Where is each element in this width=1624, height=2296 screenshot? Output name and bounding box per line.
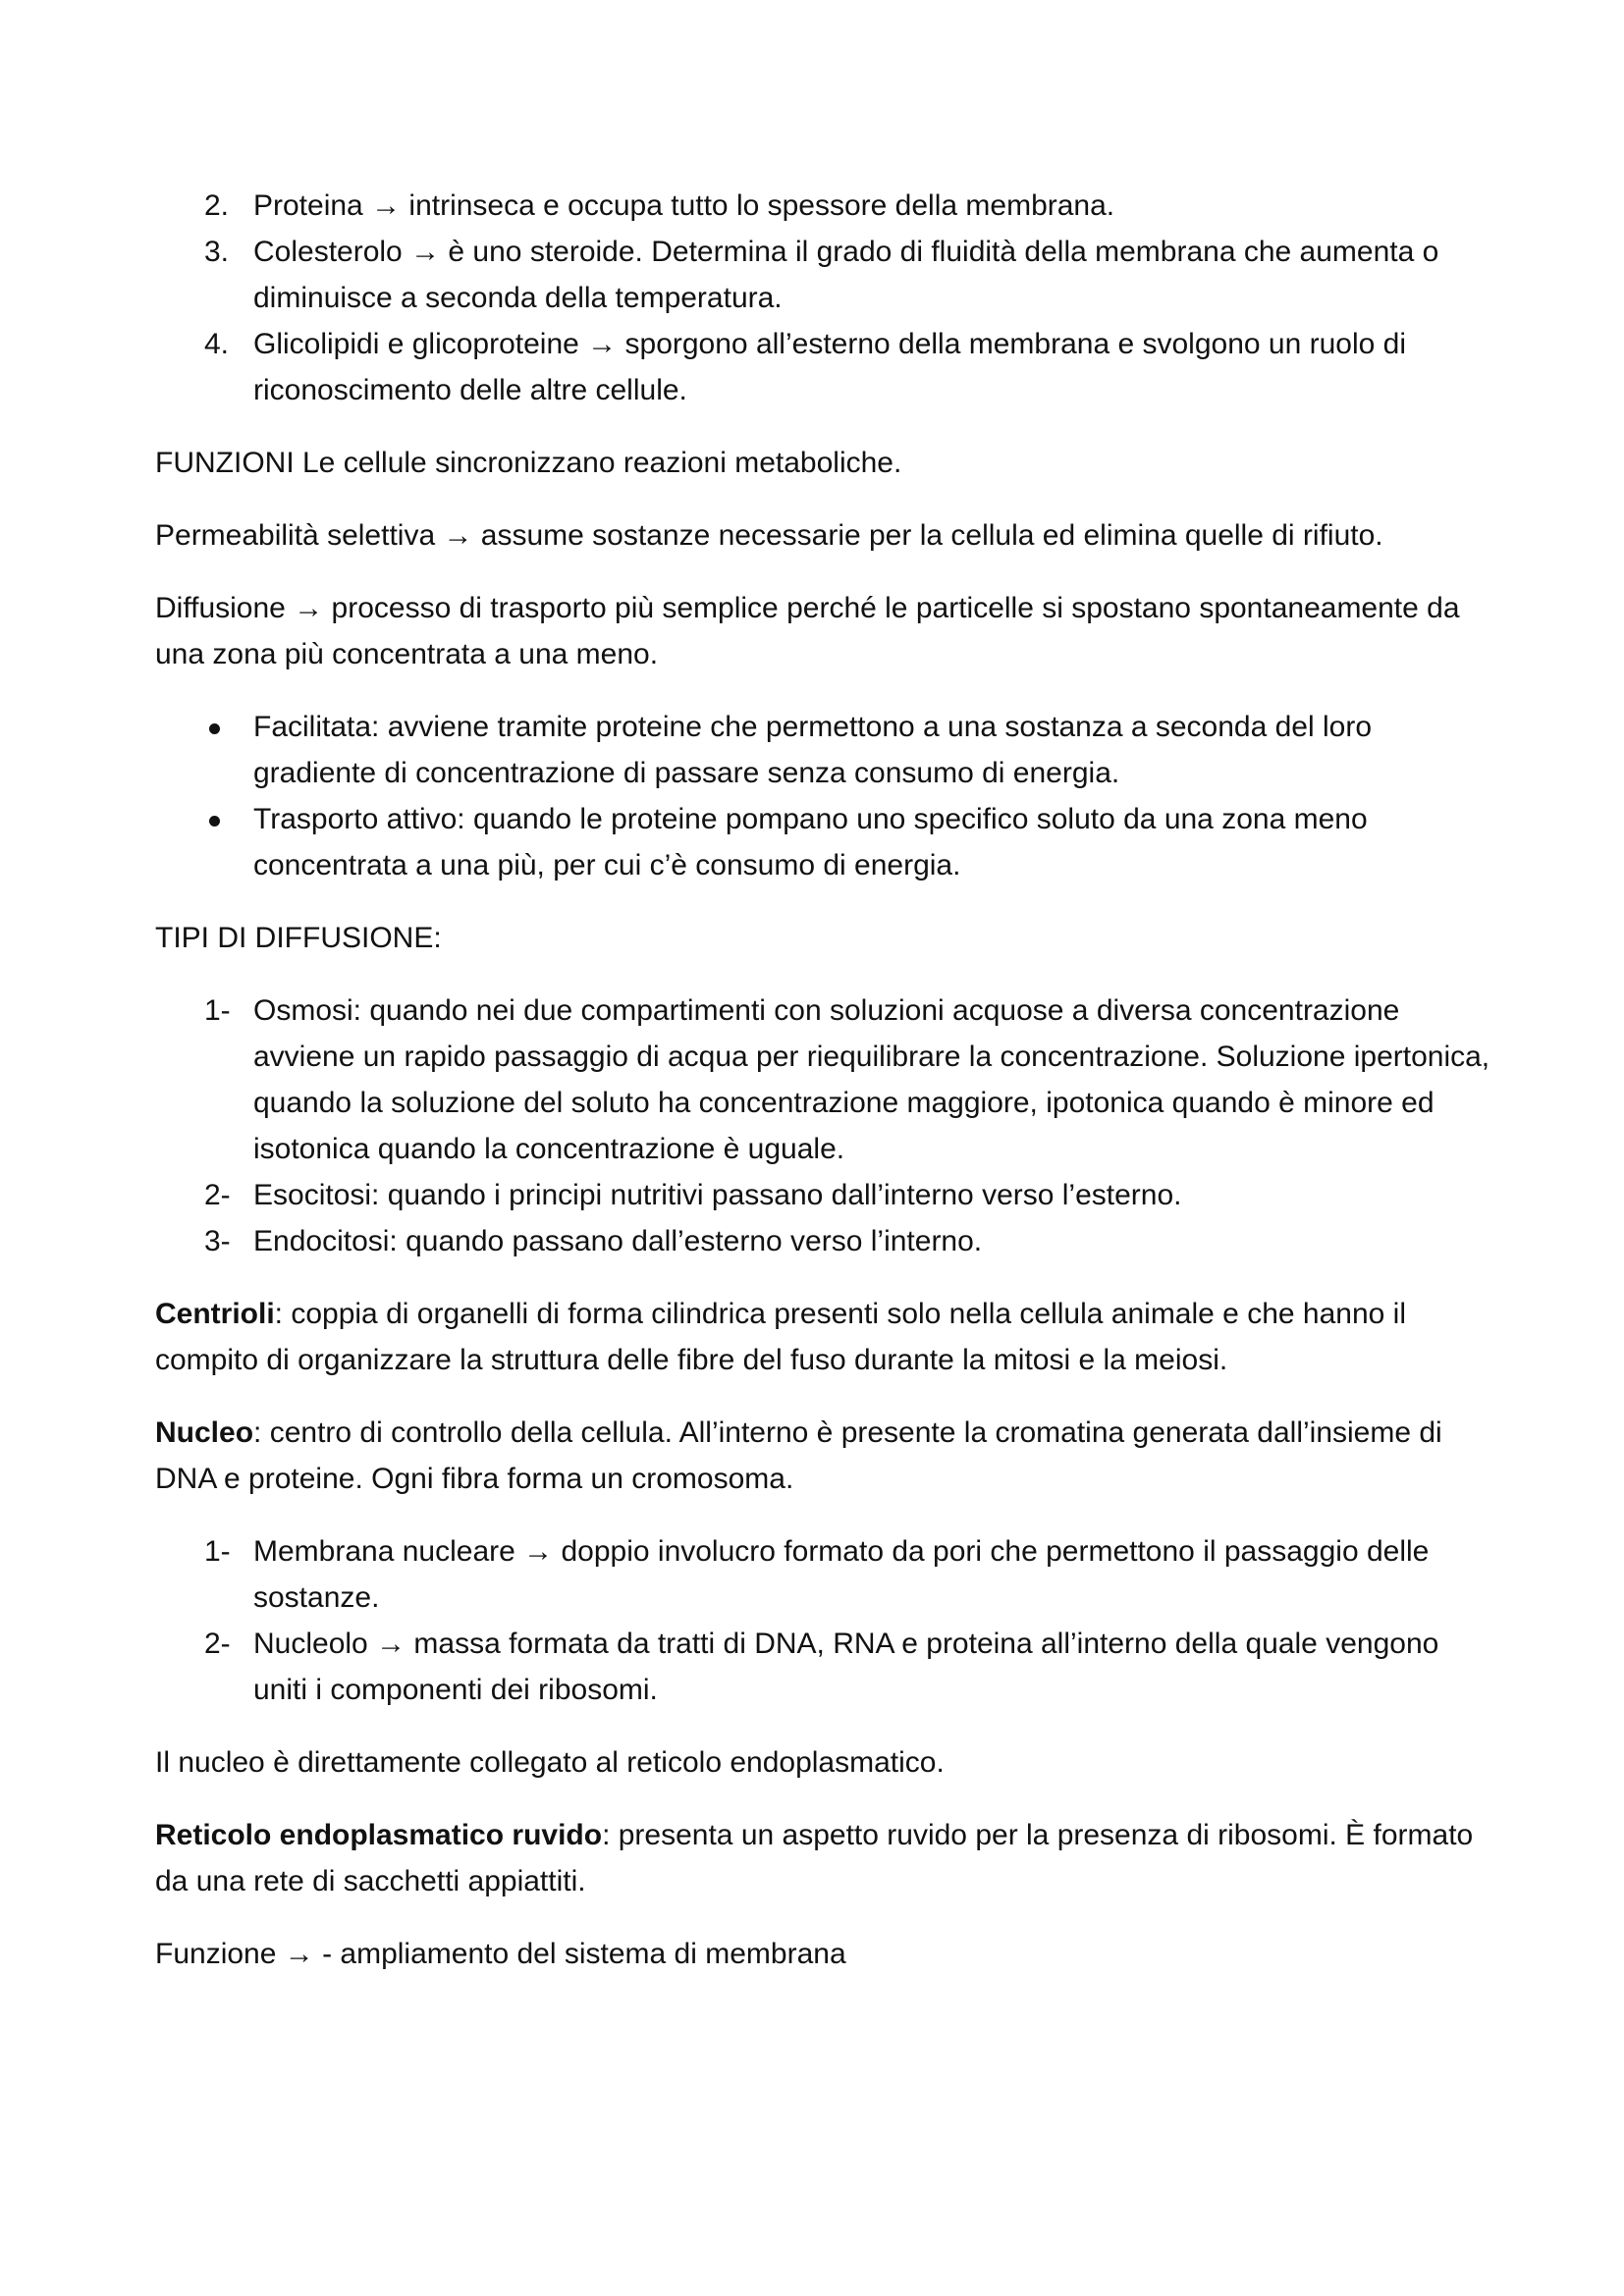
- funzioni-paragraph: FUNZIONI Le cellule sincronizzano reazioni metaboliche.: [155, 447, 902, 479]
- nucleo-paragraph: [155, 1410, 1490, 1502]
- list-item: [155, 1218, 1490, 1264]
- list-item-text: Osmosi: quando nei due compartimenti con soluzioni acquose a diversa concentrazione avviene un rapido passaggio di acqua per riequilibrare la concentrazione. Soluzione ipertonica, quando la soluzione del soluto ha concentrazione maggiore, ipotonica quando è minore ed isotonica quando la concentrazione è uguale.: [253, 994, 1490, 1165]
- list-item: [155, 321, 1490, 413]
- bullet-item-text: Trasporto attivo: quando le proteine pompano uno specifico soluto da una zona meno concentrata a una più, per cui c’è consumo di energia.: [253, 803, 1368, 881]
- centrioli-text: : coppia di organelli di forma cilindrica presenti solo nella cellula animale e che hanno il compito di organizzare la struttura delle fibre del fuso durante la mitosi e la meiosi.: [155, 1298, 1406, 1376]
- list-item-text: Proteina → intrinseca e occupa tutto lo spessore della membrana.: [253, 189, 1115, 222]
- list-item-text: Membrana nucleare → doppio involucro formato da pori che permettono il passaggio delle sostanze.: [253, 1535, 1430, 1614]
- list-number: 2-: [204, 1179, 231, 1211]
- reticolo-term: Reticolo endoplasmatico ruvido: [155, 1819, 603, 1851]
- bullet-item: [155, 796, 1490, 888]
- nucleo-term: Nucleo: [155, 1416, 254, 1449]
- list-number: 3-: [204, 1225, 231, 1257]
- list-item: [155, 1528, 1490, 1621]
- centrioli-paragraph: [155, 1291, 1490, 1383]
- list-number: 1-: [204, 1535, 231, 1568]
- list-item-text: Nucleolo → massa formata da tratti di DNA, RNA e proteina all’interno della quale vengono uniti i componenti dei ribosomi.: [253, 1628, 1439, 1706]
- nucleo-collegato-paragraph: Il nucleo è direttamente collegato al reticolo endoplasmatico.: [155, 1746, 945, 1779]
- list-item: [155, 183, 1490, 229]
- reticolo-paragraph: [155, 1812, 1490, 1904]
- permeabilita-paragraph: Permeabilità selettiva → assume sostanze necessarie per la cellula ed elimina quelle di rifiuto.: [155, 519, 1383, 552]
- list-item-text: Endocitosi: quando passano dall’esterno verso l’interno.: [253, 1225, 983, 1257]
- centrioli-term: Centrioli: [155, 1298, 275, 1330]
- nucleo-text: : centro di controllo della cellula. All’interno è presente la cromatina generata dall’insieme di DNA e proteine. Ogni fibra forma un cromosoma.: [155, 1416, 1442, 1495]
- list-item: [155, 1172, 1490, 1218]
- list-number: 2-: [204, 1628, 231, 1660]
- list-number: 3.: [204, 236, 230, 268]
- list-item-text: Glicolipidi e glicoproteine → sporgono all’esterno della membrana e svolgono un ruolo di riconoscimento delle altre cellule.: [253, 328, 1407, 406]
- tipi-heading: TIPI DI DIFFUSIONE:: [155, 922, 442, 954]
- list-number: 4.: [204, 328, 230, 360]
- bullet-icon: [209, 816, 220, 827]
- funzione-paragraph: Funzione → - ampliamento del sistema di membrana: [155, 1938, 846, 1970]
- bullet-item-text: Facilitata: avviene tramite proteine che permettono a una sostanza a seconda del loro gradiente di concentrazione di passare senza consumo di energia.: [253, 711, 1373, 789]
- list-item: [155, 988, 1490, 1172]
- list-item: [155, 229, 1490, 321]
- reticolo-text: : presenta un aspetto ruvido per la presenza di ribosomi. È formato da una rete di sacchetti appiattiti.: [155, 1819, 1474, 1897]
- list-item: [155, 1621, 1490, 1713]
- document-page: [155, 183, 1490, 1977]
- list-item-text: Esocitosi: quando i principi nutritivi passano dall’interno verso l’esterno.: [253, 1179, 1182, 1211]
- list-number: 2.: [204, 189, 230, 222]
- bullet-icon: [209, 723, 220, 734]
- list-number: 1-: [204, 994, 231, 1027]
- diffusione-paragraph: Diffusione → processo di trasporto più semplice perché le particelle si spostano spontaneamente da una zona più concentrata a una meno.: [155, 592, 1460, 670]
- list-item-text: Colesterolo → è uno steroide. Determina il grado di fluidità della membrana che aumenta o diminuisce a seconda della temperatura.: [253, 236, 1439, 314]
- bullet-item: [155, 704, 1490, 796]
